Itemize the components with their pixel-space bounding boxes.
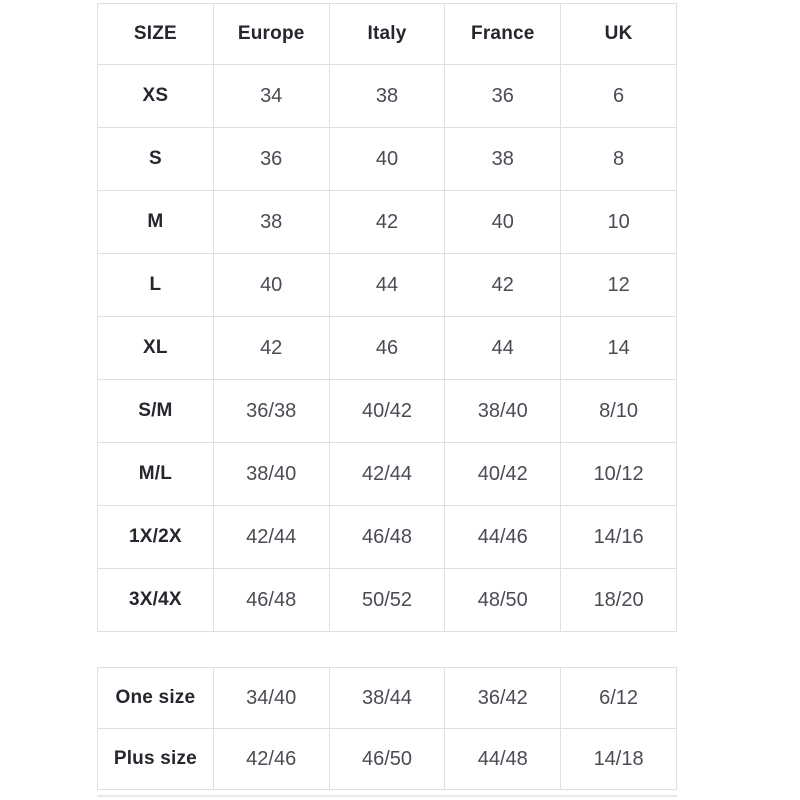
size-value-cell: 36 [445, 65, 561, 128]
size-value-cell: 44 [445, 317, 561, 380]
size-label-cell: S [98, 128, 214, 191]
column-header-uk: UK [561, 4, 677, 65]
size-label-cell: L [98, 254, 214, 317]
size-conversion-table [97, 3, 677, 632]
size-value-cell: 46/48 [329, 506, 445, 569]
table-row [98, 729, 677, 790]
size-label-cell: Plus size [98, 729, 214, 790]
size-value-cell: 18/20 [561, 569, 677, 632]
column-header-italy: Italy [329, 4, 445, 65]
column-header-europe: Europe [213, 4, 329, 65]
size-label-cell: M/L [98, 443, 214, 506]
header-row [98, 4, 677, 65]
table-row [98, 443, 677, 506]
table-row [98, 65, 677, 128]
table-row [98, 191, 677, 254]
size-value-cell: 10 [561, 191, 677, 254]
size-label-cell: 1X/2X [98, 506, 214, 569]
size-value-cell: 34/40 [213, 668, 329, 729]
size-value-cell: 40 [213, 254, 329, 317]
size-value-cell: 38 [445, 128, 561, 191]
table-row [98, 506, 677, 569]
size-value-cell: 42/44 [329, 443, 445, 506]
size-value-cell: 50/52 [329, 569, 445, 632]
size-label-cell: XS [98, 65, 214, 128]
column-header-size: SIZE [98, 4, 214, 65]
table-row [98, 668, 677, 729]
size-value-cell: 40/42 [329, 380, 445, 443]
size-value-cell: 8 [561, 128, 677, 191]
size-value-cell: 38/40 [213, 443, 329, 506]
size-value-cell: 46 [329, 317, 445, 380]
size-label-cell: S/M [98, 380, 214, 443]
cutoff-element-edge [97, 795, 677, 797]
table-row [98, 317, 677, 380]
size-label-cell: M [98, 191, 214, 254]
size-value-cell: 38/40 [445, 380, 561, 443]
size-value-cell: 38 [213, 191, 329, 254]
size-value-cell: 42 [213, 317, 329, 380]
size-value-cell: 14/18 [561, 729, 677, 790]
size-value-cell: 38/44 [329, 668, 445, 729]
size-value-cell: 40/42 [445, 443, 561, 506]
size-conversion-chart [97, 3, 677, 797]
size-value-cell: 42 [445, 254, 561, 317]
size-label-cell: 3X/4X [98, 569, 214, 632]
size-value-cell: 34 [213, 65, 329, 128]
column-header-france: France [445, 4, 561, 65]
size-value-cell: 36/38 [213, 380, 329, 443]
size-value-cell: 48/50 [445, 569, 561, 632]
size-value-cell: 42/46 [213, 729, 329, 790]
size-value-cell: 14 [561, 317, 677, 380]
size-label-cell: One size [98, 668, 214, 729]
table-row [98, 569, 677, 632]
table-row [98, 254, 677, 317]
size-value-cell: 6/12 [561, 668, 677, 729]
table-row [98, 380, 677, 443]
size-value-cell: 10/12 [561, 443, 677, 506]
table-row [98, 128, 677, 191]
size-value-cell: 44 [329, 254, 445, 317]
size-value-cell: 40 [329, 128, 445, 191]
size-value-cell: 46/48 [213, 569, 329, 632]
size-value-cell: 44/46 [445, 506, 561, 569]
size-value-cell: 38 [329, 65, 445, 128]
size-value-cell: 42/44 [213, 506, 329, 569]
size-label-cell: XL [98, 317, 214, 380]
size-value-cell: 8/10 [561, 380, 677, 443]
size-value-cell: 40 [445, 191, 561, 254]
size-value-cell: 12 [561, 254, 677, 317]
size-value-cell: 6 [561, 65, 677, 128]
special-sizes-table [97, 667, 677, 790]
size-value-cell: 36/42 [445, 668, 561, 729]
size-value-cell: 14/16 [561, 506, 677, 569]
size-value-cell: 46/50 [329, 729, 445, 790]
size-value-cell: 42 [329, 191, 445, 254]
size-value-cell: 44/48 [445, 729, 561, 790]
size-value-cell: 36 [213, 128, 329, 191]
